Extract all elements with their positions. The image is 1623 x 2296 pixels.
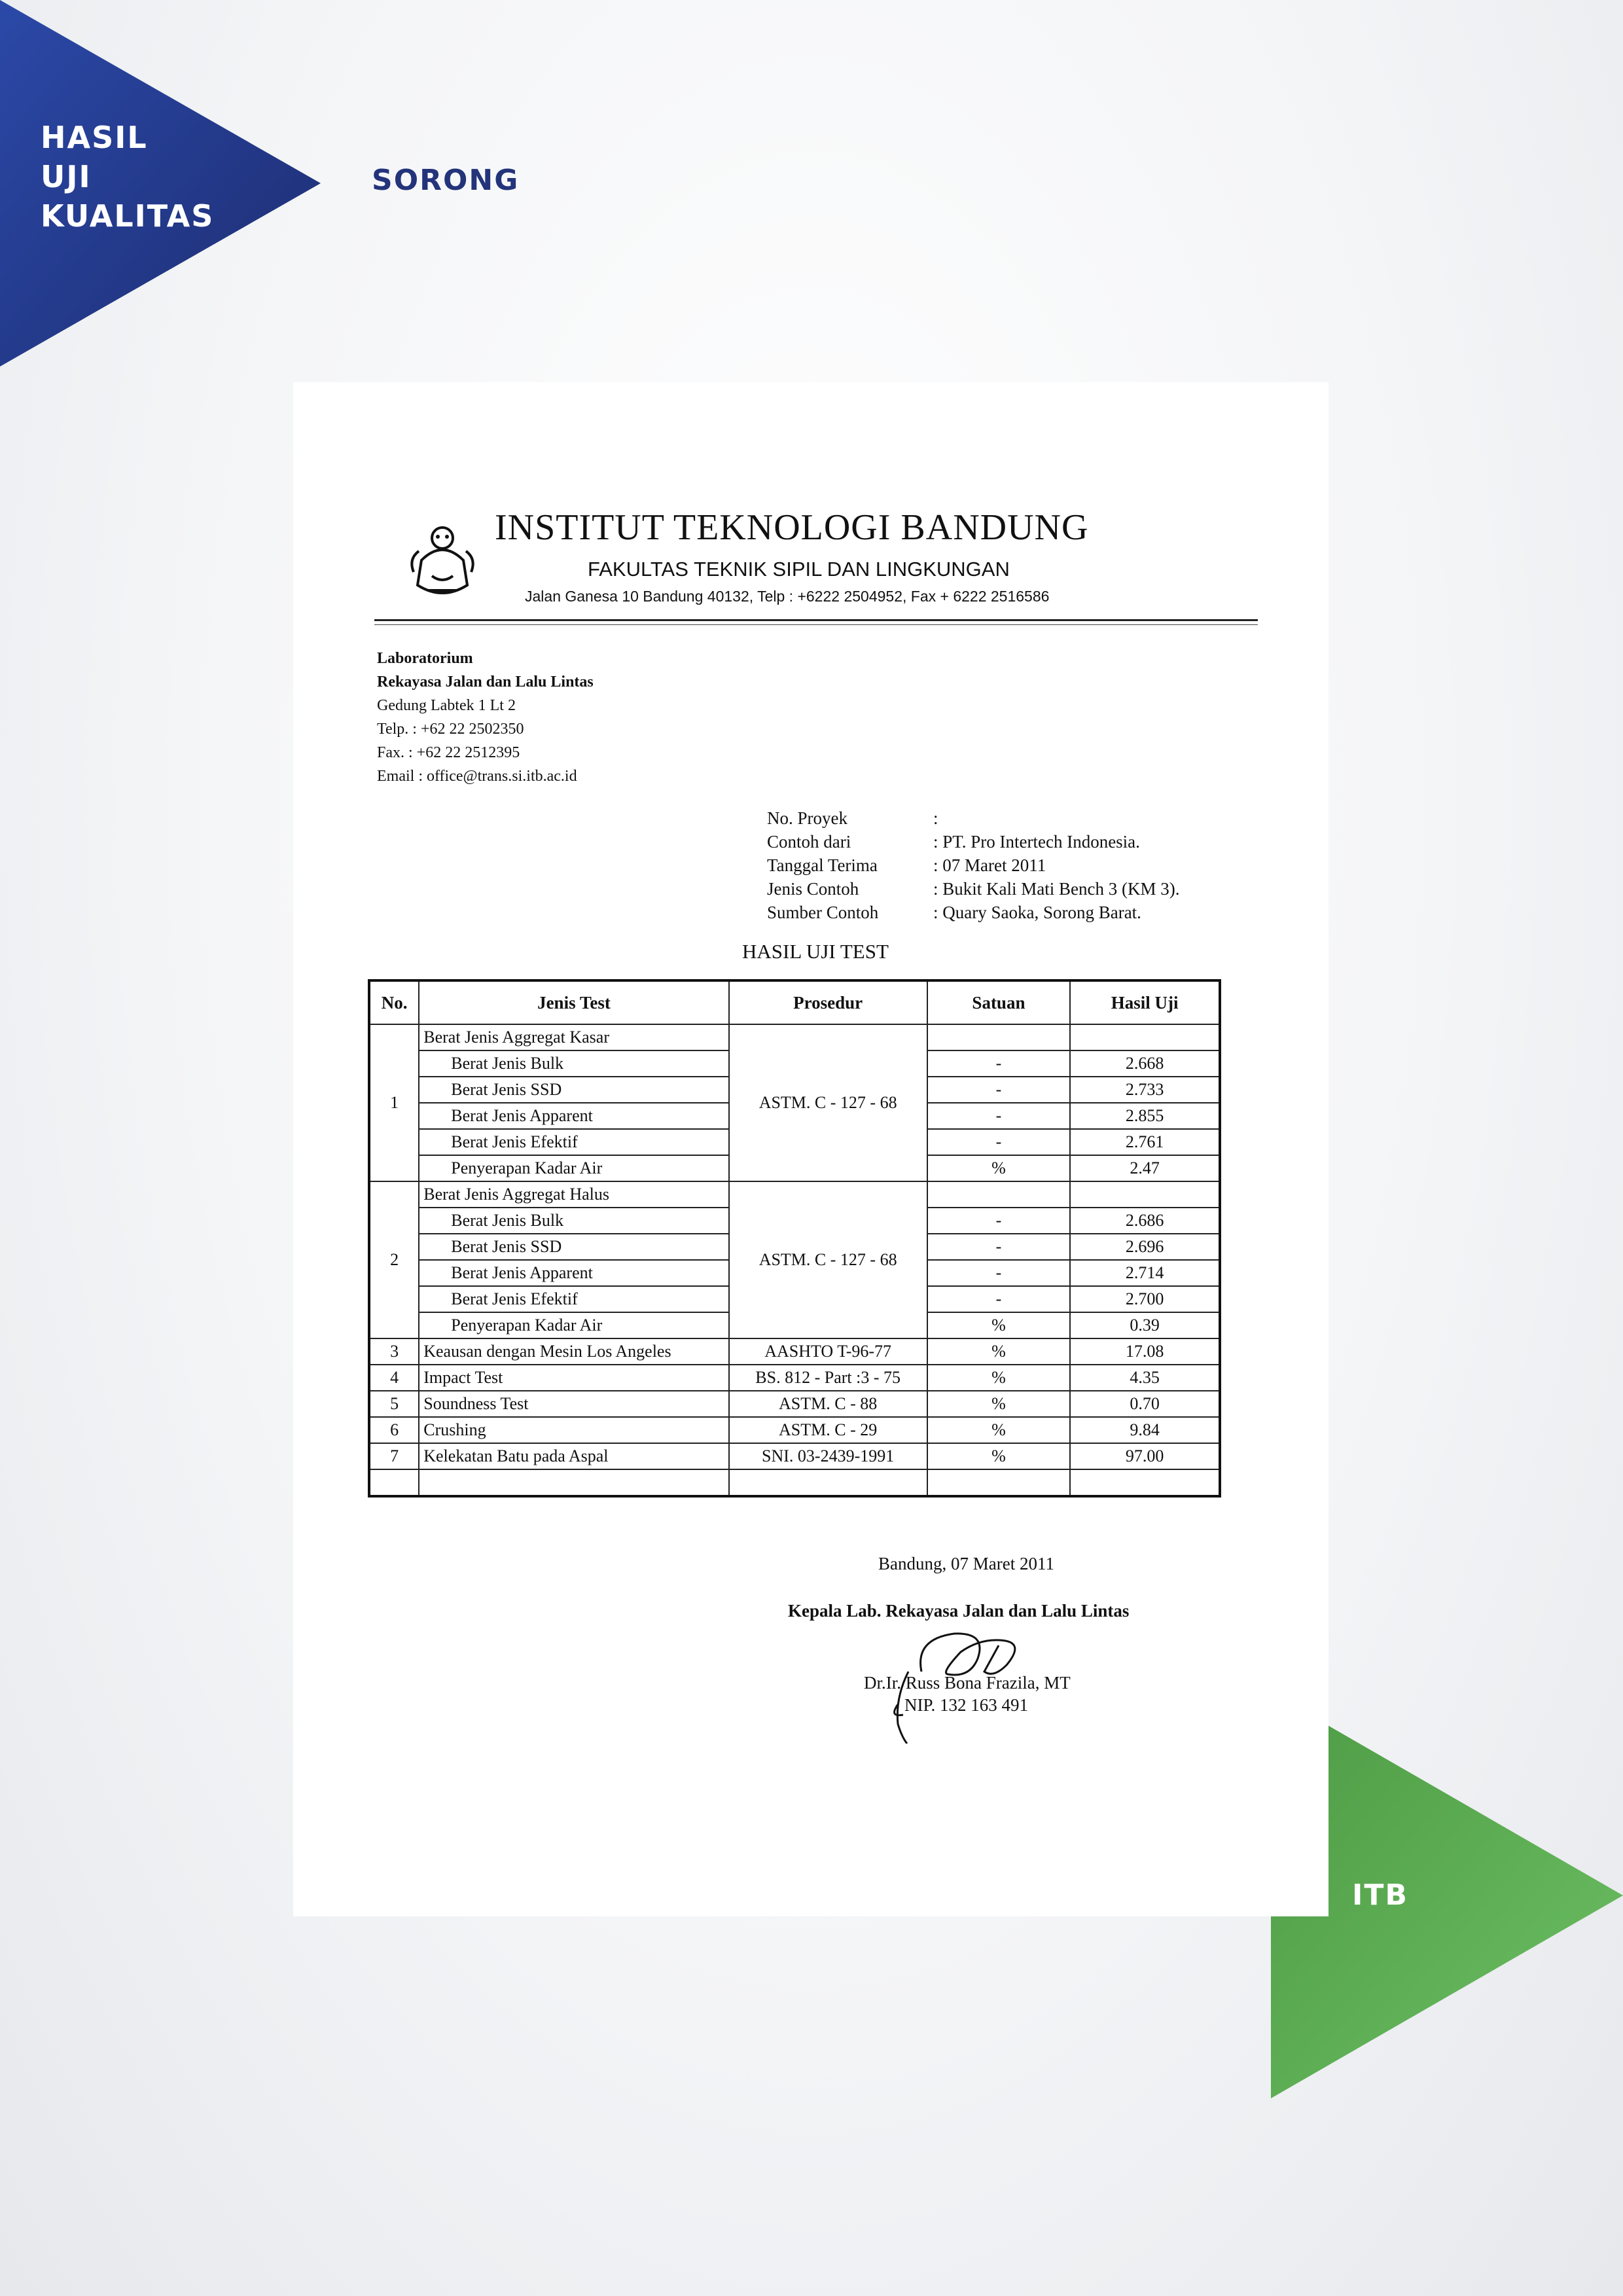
lab-fax: Fax. : +62 22 2512395 — [377, 744, 520, 761]
row-hasil: 2.761 — [1070, 1129, 1220, 1155]
row-satuan: - — [927, 1208, 1071, 1234]
row-satuan: - — [927, 1234, 1071, 1260]
row-hasil: 97.00 — [1070, 1443, 1220, 1469]
row-prosedur: SNI. 03-2439-1991 — [729, 1443, 927, 1469]
row-hasil: 4.35 — [1070, 1365, 1220, 1391]
info-row — [767, 853, 1179, 877]
letterhead-rule-thin — [374, 624, 1258, 625]
row-test: Berat Jenis SSD — [419, 1077, 728, 1103]
row-satuan: % — [927, 1155, 1071, 1181]
row-hasil: 2.686 — [1070, 1208, 1220, 1234]
row-test: Crushing — [419, 1417, 728, 1443]
signatory-name: Dr.Ir. Russ Bona Frazila, MT — [864, 1673, 1071, 1693]
laboratory-block — [377, 647, 594, 788]
row-satuan: % — [927, 1365, 1071, 1391]
group-title: Berat Jenis Aggregat Kasar — [419, 1024, 728, 1050]
row-test: Berat Jenis Bulk — [419, 1050, 728, 1077]
row-satuan: % — [927, 1417, 1071, 1443]
corner-title — [41, 118, 214, 236]
institution-address: Jalan Ganesa 10 Bandung 40132, Telp : +6222 2504952, Fax + 6222 2516586 — [525, 588, 1050, 605]
table-row — [369, 1443, 1220, 1469]
row-number: 5 — [369, 1391, 419, 1417]
row-hasil — [1070, 1024, 1220, 1050]
table-row — [369, 1024, 1220, 1050]
institution-name: INSTITUT TEKNOLOGI BANDUNG — [495, 507, 1089, 548]
row-satuan: - — [927, 1129, 1071, 1155]
row-hasil: 2.47 — [1070, 1155, 1220, 1181]
row-satuan: - — [927, 1286, 1071, 1312]
signatory-position: Kepala Lab. Rekayasa Jalan dan Lalu Lintas — [788, 1601, 1130, 1621]
row-test: Berat Jenis SSD — [419, 1234, 728, 1260]
row-test: Berat Jenis Apparent — [419, 1260, 728, 1286]
table-header-row — [369, 980, 1220, 1024]
info-label: Tanggal Terima — [767, 855, 878, 875]
info-row — [767, 877, 1179, 901]
row-satuan: - — [927, 1077, 1071, 1103]
header-prosedur: Prosedur — [729, 980, 927, 1024]
info-value: : PT. Pro Intertech Indonesia. — [933, 832, 1140, 852]
row-hasil: 2.855 — [1070, 1103, 1220, 1129]
info-value: : — [933, 808, 938, 828]
row-hasil: 17.08 — [1070, 1338, 1220, 1365]
row-hasil: 0.39 — [1070, 1312, 1220, 1338]
info-row — [767, 806, 1179, 830]
row-satuan — [927, 1181, 1071, 1208]
header-satuan: Satuan — [927, 980, 1071, 1024]
row-test: Penyerapan Kadar Air — [419, 1312, 728, 1338]
row-hasil: 2.668 — [1070, 1050, 1220, 1077]
row-test: Keausan dengan Mesin Los Angeles — [419, 1338, 728, 1365]
institution-tag: ITB — [1352, 1878, 1408, 1912]
scanned-document — [293, 382, 1329, 1916]
signatory-nip: NIP. 132 163 491 — [904, 1695, 1029, 1715]
row-prosedur: ASTM. C - 29 — [729, 1417, 927, 1443]
row-test: Berat Jenis Apparent — [419, 1103, 728, 1129]
row-hasil: 2.700 — [1070, 1286, 1220, 1312]
faculty-name: FAKULTAS TEKNIK SIPIL DAN LINGKUNGAN — [588, 558, 1010, 581]
row-prosedur: BS. 812 - Part :3 - 75 — [729, 1365, 927, 1391]
row-test: Soundness Test — [419, 1391, 728, 1417]
row-satuan — [927, 1024, 1071, 1050]
row-test: Berat Jenis Efektif — [419, 1129, 728, 1155]
row-hasil — [1070, 1181, 1220, 1208]
row-number: 1 — [369, 1024, 419, 1181]
row-hasil: 0.70 — [1070, 1391, 1220, 1417]
corner-title-line-3: KUALITAS — [41, 198, 215, 234]
lab-building: Gedung Labtek 1 Lt 2 — [377, 697, 516, 714]
location-label: SORONG — [372, 164, 520, 197]
table-row — [369, 1391, 1220, 1417]
info-row — [767, 901, 1179, 924]
row-test: Penyerapan Kadar Air — [419, 1155, 728, 1181]
info-value: : 07 Maret 2011 — [933, 855, 1046, 875]
table-empty-row — [369, 1469, 1220, 1496]
info-label: No. Proyek — [767, 808, 847, 828]
corner-title-line-2: UJI — [41, 159, 92, 194]
row-satuan: - — [927, 1050, 1071, 1077]
info-row — [767, 830, 1179, 853]
lab-subtitle: Rekayasa Jalan dan Lalu Lintas — [377, 673, 594, 691]
row-satuan: % — [927, 1312, 1071, 1338]
row-satuan: % — [927, 1338, 1071, 1365]
row-number: 7 — [369, 1443, 419, 1469]
info-label: Jenis Contoh — [767, 879, 859, 899]
results-table — [368, 979, 1221, 1498]
sample-info — [767, 806, 1179, 924]
row-prosedur: ASTM. C - 127 - 68 — [729, 1181, 927, 1338]
row-satuan: - — [927, 1260, 1071, 1286]
corner-title-line-1: HASIL — [41, 120, 148, 155]
table-row — [369, 1181, 1220, 1208]
row-prosedur: ASTM. C - 88 — [729, 1391, 927, 1417]
row-test: Impact Test — [419, 1365, 728, 1391]
row-number: 6 — [369, 1417, 419, 1443]
row-prosedur: AASHTO T-96-77 — [729, 1338, 927, 1365]
lab-phone: Telp. : +62 22 2502350 — [377, 721, 524, 738]
row-satuan: - — [927, 1103, 1071, 1129]
row-test: Kelekatan Batu pada Aspal — [419, 1443, 728, 1469]
table-row — [369, 1417, 1220, 1443]
row-prosedur: ASTM. C - 127 - 68 — [729, 1024, 927, 1181]
row-hasil: 2.733 — [1070, 1077, 1220, 1103]
header-hasil-uji: Hasil Uji — [1070, 980, 1220, 1024]
info-label: Sumber Contoh — [767, 903, 879, 922]
group-title: Berat Jenis Aggregat Halus — [419, 1181, 728, 1208]
table-title: HASIL UJI TEST — [742, 940, 889, 963]
info-value: : Bukit Kali Mati Bench 3 (KM 3). — [933, 879, 1180, 899]
letterhead-rule — [374, 619, 1258, 621]
row-number: 3 — [369, 1338, 419, 1365]
header-no: No. — [369, 980, 419, 1024]
lab-title: Laboratorium — [377, 650, 473, 667]
row-hasil: 9.84 — [1070, 1417, 1220, 1443]
row-test: Berat Jenis Efektif — [419, 1286, 728, 1312]
info-label: Contoh dari — [767, 832, 851, 852]
row-number: 4 — [369, 1365, 419, 1391]
table-row — [369, 1338, 1220, 1365]
row-satuan: % — [927, 1391, 1071, 1417]
row-hasil: 2.714 — [1070, 1260, 1220, 1286]
ganesha-seal-icon — [408, 520, 476, 603]
row-hasil: 2.696 — [1070, 1234, 1220, 1260]
lab-email: Email : office@trans.si.itb.ac.id — [377, 768, 577, 785]
place-date: Bandung, 07 Maret 2011 — [878, 1554, 1054, 1573]
row-test: Berat Jenis Bulk — [419, 1208, 728, 1234]
row-number: 2 — [369, 1181, 419, 1338]
header-jenis-test: Jenis Test — [419, 980, 728, 1024]
table-row — [369, 1365, 1220, 1391]
info-value: : Quary Saoka, Sorong Barat. — [933, 903, 1141, 922]
row-satuan: % — [927, 1443, 1071, 1469]
